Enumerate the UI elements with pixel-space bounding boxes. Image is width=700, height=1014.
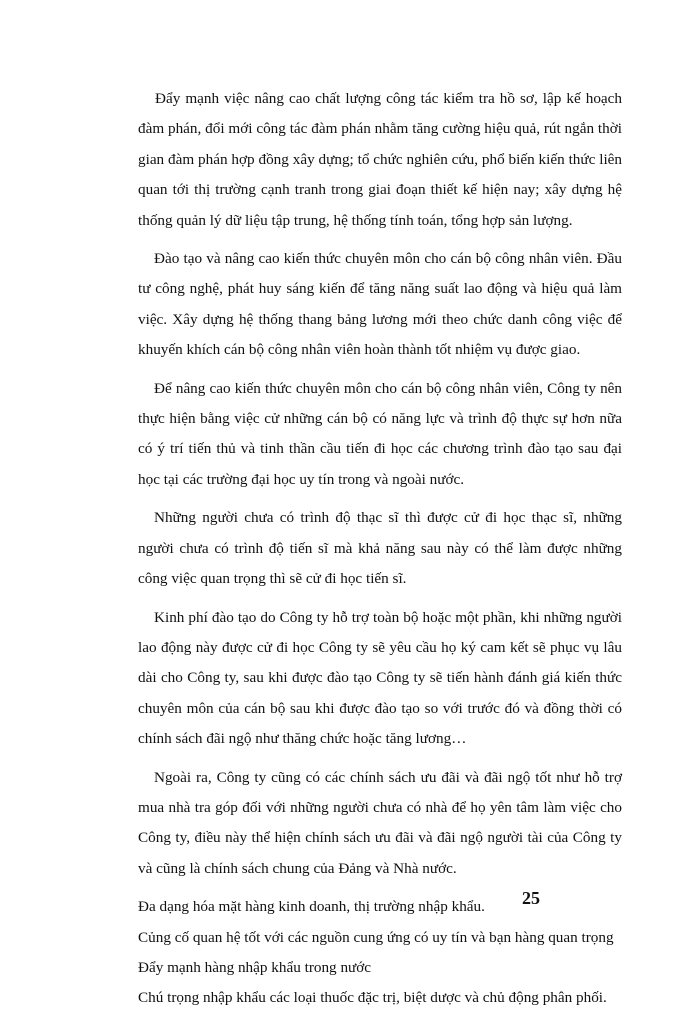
list-item-supplier-relations: Củng cố quan hệ tốt với các nguồn cung ứng có uy tín và bạn hàng quan trọng (138, 928, 614, 946)
list-item-diversify: Đa dạng hóa mặt hàng kinh doanh, thị trường nhập khẩu. (138, 898, 485, 916)
list-item-domestic-import: Đẩy mạnh hàng nhập khẩu trong nước (138, 958, 372, 976)
paragraph-data-management: Đẩy mạnh việc nâng cao chất lượng công tác kiểm tra hồ sơ, lập kế hoạch đàm phán, đổi mới công tác đàm phán nhằm tăng cường hiệu quả, rút ngắn thời gian đàm phán hợp đồng xây dựng; tổ chức nghiên cứu, phổ biến kiến thức liên quan tới thị trường cạnh tranh trong giai đoạn thiết kế hiện nay; xây dựng hệ thống quản lý dữ liệu tập trung, hệ thống tính toán, tổng hợp sản lượng. (138, 90, 622, 229)
page-number: 25 (522, 888, 540, 908)
list-item-special-drugs: Chú trọng nhập khẩu các loại thuốc đặc trị, biệt dược và chủ động phân phối. (138, 989, 607, 1007)
paragraph-training-funding: Kinh phí đào tạo do Công ty hỗ trợ toàn bộ hoặc một phần, khi những người lao động này được cử đi học Công ty sẽ yêu cầu họ ký cam kết sẽ phục vụ lâu dài cho Công ty, sau khi được đào tạo Công ty sẽ tiến hành đánh giá kiến thức chuyên môn của cán bộ sau khi được đào tạo so với trước đó và đồng thời có chính sách đãi ngộ như thăng chức hoặc tăng lương… (138, 608, 622, 748)
document-body (138, 84, 622, 1014)
paragraph-postgraduate-study: Để nâng cao kiến thức chuyên môn cho cán bộ công nhân viên, Công ty nên thực hiện bằng việc cử những cán bộ có năng lực và trình độ thực sự hơn nữa có ý trí tiến thủ và tinh thần cầu tiến đi học các chương trình đào tạo sau đại học tại các trường đại học uy tín trong và ngoài nước. (138, 379, 622, 488)
paragraph-staff-training: Đào tạo và nâng cao kiến thức chuyên môn cho cán bộ công nhân viên. Đầu tư công nghệ, phát huy sáng kiến để tăng năng suất lao động và hiệu quả làm việc. Xây dựng hệ thống thang bảng lương mới theo chức danh công việc để khuyến khích cán bộ công nhân viên hoàn thành tốt nhiệm vụ được giao. (138, 250, 622, 359)
paragraph-incentive-policy: Ngoài ra, Công ty cũng có các chính sách ưu đãi và đãi ngộ tốt như hỗ trợ mua nhà tra góp đối với những người chưa có nhà để họ yên tâm làm việc cho Công ty, điều này thể hiện chính sách ưu đãi và đãi ngộ người tài của Công ty và cũng là chính sách chung của Đảng và Nhà nước. (138, 768, 622, 877)
paragraph-masters-doctorate: Những người chưa có trình độ thạc sĩ thì được cử đi học thạc sĩ, những người chưa có trình độ tiến sĩ mà khả năng sau này có thể làm được những công việc quan trọng thì sẽ cử đi học tiến sĩ. (138, 509, 622, 588)
